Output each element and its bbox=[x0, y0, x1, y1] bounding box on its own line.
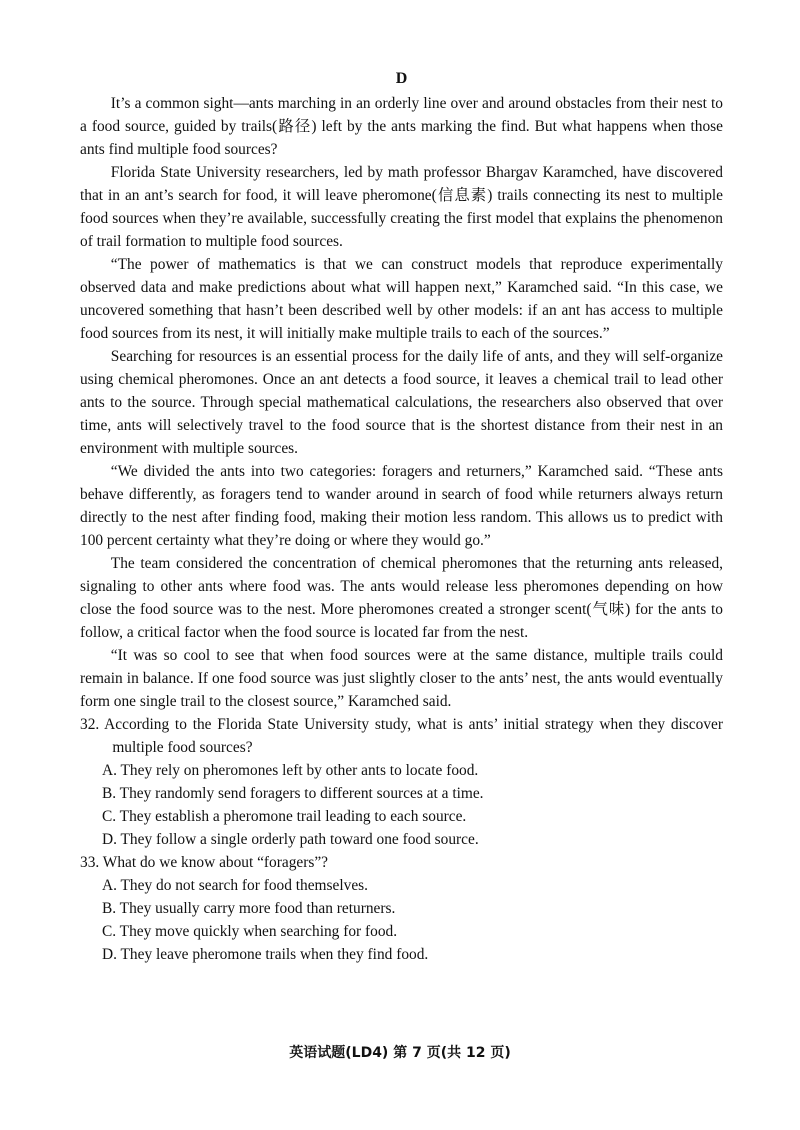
passage-paragraph-6: The team considered the concentration of chemical pheromones that the returning ants released, signaling to other ants where food was. The ants would release less pheromones depending on how close the food source was to the nest. More pheromones created a stronger scent(气味) for the ants to follow, a critical factor when the food source is located far from the nest. bbox=[80, 555, 723, 641]
passage-paragraph-5: “We divided the ants into two categories: foragers and returners,” Karamched said. “These ants behave differently, as foragers tend to wander around in search of food while returners always return directly to the nest after finding food, making their motion less random. This allows us to predict with 100 percent certainty what they’re doing or where they would go.” bbox=[80, 463, 723, 549]
answer-option-a: A. They do not search for food themselves. bbox=[102, 877, 368, 894]
answer-options bbox=[80, 759, 723, 851]
passage-paragraph-3: “The power of mathematics is that we can construct models that reproduce experimentally observed data and make predictions about what will happen next,” Karamched said. “In this case, we uncovered something that hasn’t been described well by other models: if an ant has access to multiple food sources from its nest, it will initially make multiple trails to each of the sources.” bbox=[80, 256, 723, 342]
question-33 bbox=[80, 851, 723, 966]
question-32 bbox=[80, 713, 723, 851]
passage-paragraph-4: Searching for resources is an essential process for the daily life of ants, and they will self-organize using chemical pheromones. Once an ant detects a food source, it leaves a chemical trail to lead other ants to the source. Through special mathematical calculations, the researchers also observed that over time, ants will selectively travel to the food source that is the shortest distance from their nest in an environment with multiple sources. bbox=[80, 348, 723, 457]
section-label: D bbox=[395, 70, 408, 87]
exam-page bbox=[80, 68, 723, 966]
answer-options bbox=[80, 874, 723, 966]
answer-option-d: D. They follow a single orderly path toward one food source. bbox=[102, 831, 479, 848]
passage-paragraph-2: Florida State University researchers, led by math professor Bhargav Karamched, have discovered that in an ant’s search for food, it will leave pheromone(信息素) trails connecting its nest to multiple food sources when they’re available, successfully creating the first model that explains the phenomenon of trail formation to multiple food sources. bbox=[80, 164, 723, 250]
question-stem: 32. According to the Florida State University study, what is ants’ initial strategy when they discover multiple food sources? bbox=[80, 716, 723, 756]
question-stem: 33. What do we know about “foragers”? bbox=[80, 854, 329, 871]
answer-option-c: C. They establish a pheromone trail leading to each source. bbox=[102, 808, 467, 825]
answer-option-c: C. They move quickly when searching for food. bbox=[102, 923, 398, 940]
passage-paragraph-1: It’s a common sight—ants marching in an orderly line over and around obstacles from their nest to a food source, guided by trails(路径) left by the ants marking the find. But what happens when those ants find multiple food sources? bbox=[80, 95, 723, 158]
page-footer: 英语试题(LD4) 第 7 页(共 12 页) bbox=[289, 1045, 511, 1061]
reading-passage bbox=[80, 92, 723, 713]
answer-option-d: D. They leave pheromone trails when they find food. bbox=[102, 946, 429, 963]
answer-option-b: B. They usually carry more food than returners. bbox=[102, 900, 396, 917]
answer-option-a: A. They rely on pheromones left by other ants to locate food. bbox=[102, 762, 479, 779]
passage-paragraph-7: “It was so cool to see that when food sources were at the same distance, multiple trails could remain in balance. If one food source was just slightly closer to the ants’ nest, the ants would eventually form one single trail to the closest source,” Karamched said. bbox=[80, 647, 723, 710]
answer-option-b: B. They randomly send foragers to different sources at a time. bbox=[102, 785, 484, 802]
